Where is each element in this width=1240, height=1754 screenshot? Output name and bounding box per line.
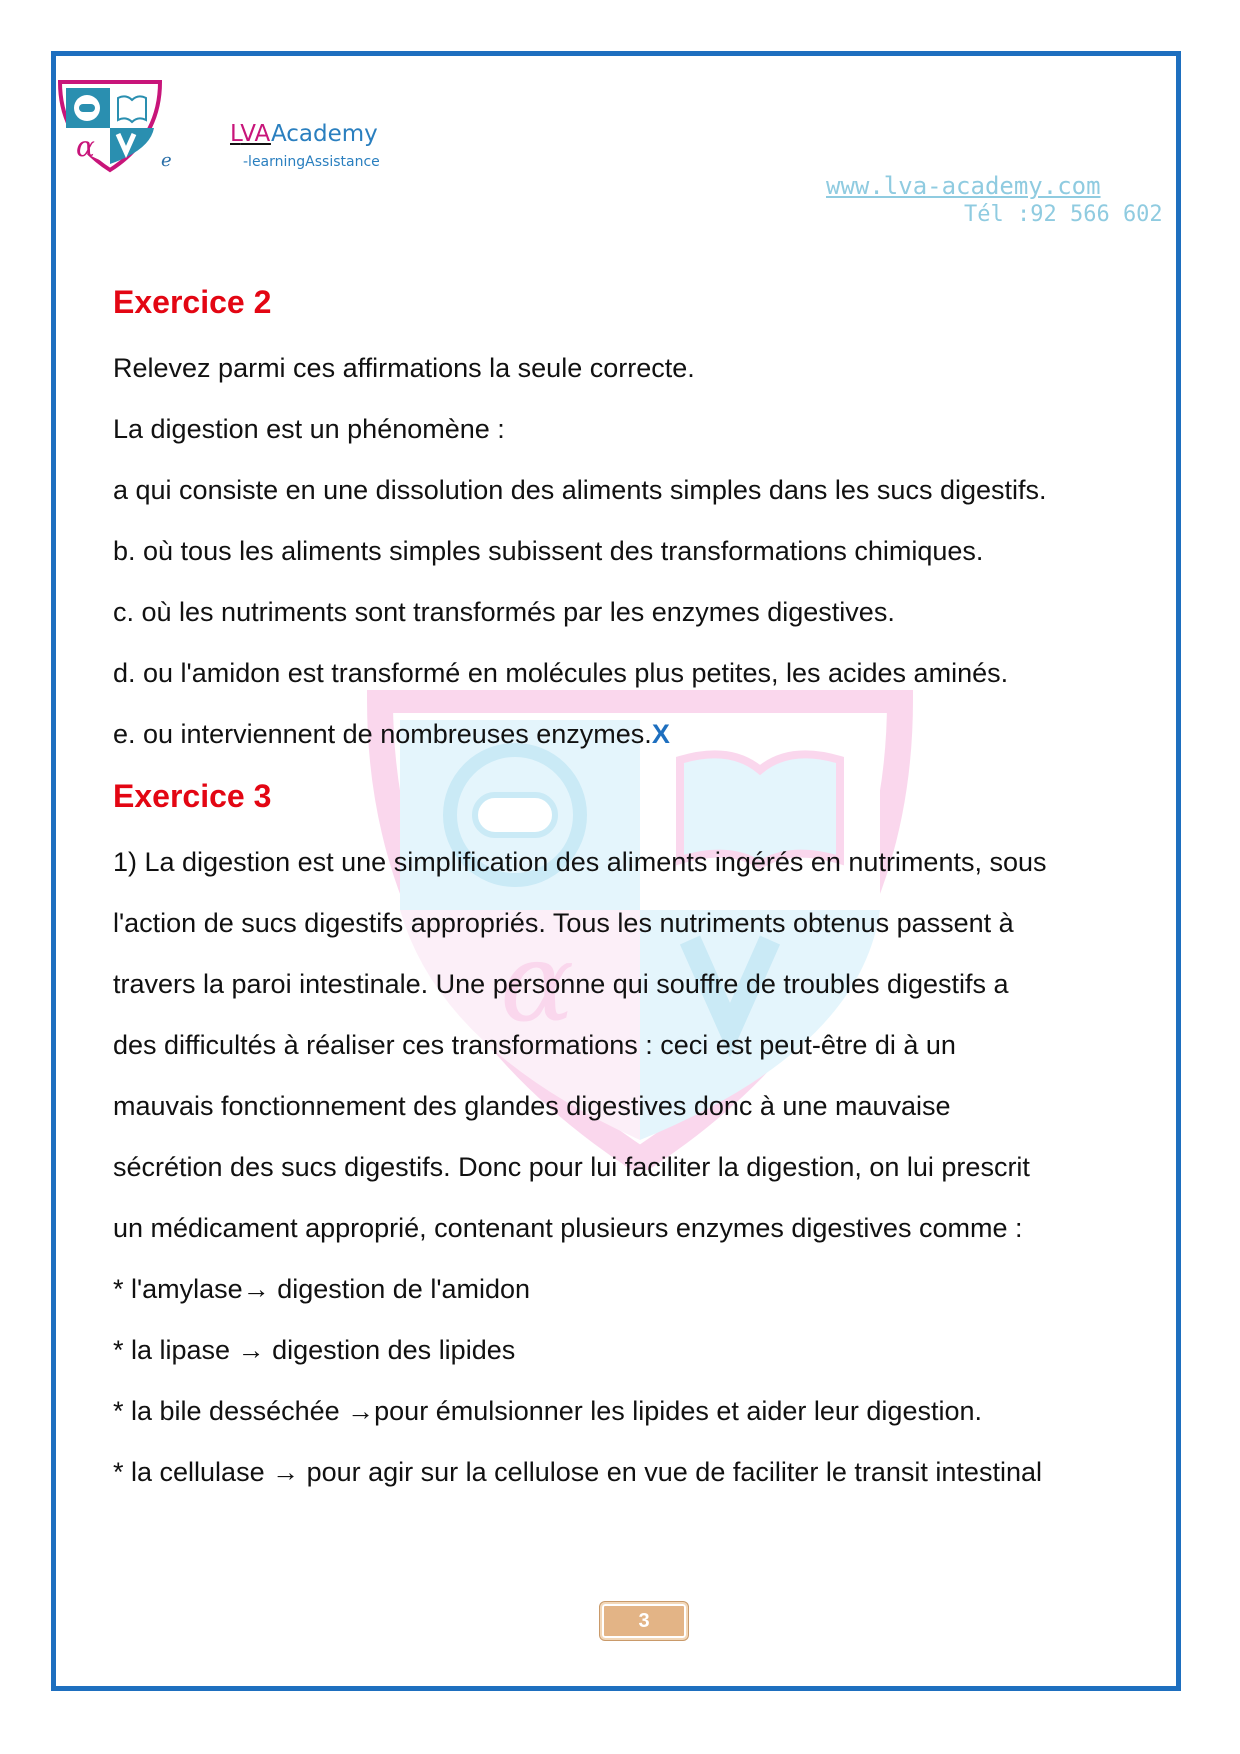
- logo-e-letter: e: [161, 150, 172, 171]
- list-item: * l'amylase→ digestion de l'amidon: [113, 1274, 531, 1304]
- answer-mark: X: [651, 719, 670, 749]
- option-e: e. ou interviennent de nombreuses enzymes.X: [113, 719, 670, 749]
- brand-academy: Academy: [270, 121, 378, 147]
- paragraph-line: travers la paroi intestinale. Une personne qui souffre de troubles digestifs a: [113, 969, 1009, 999]
- brand-subtitle: -learningAssistance: [243, 154, 380, 170]
- phone-number: Tél :92 566 602: [964, 202, 1163, 227]
- svg-text:α: α: [500, 918, 575, 1046]
- option-b: b. où tous les aliments simples subissent des transformations chimiques.: [113, 536, 984, 566]
- exercise-3-title: Exercice 3: [113, 778, 272, 814]
- option-a: a qui consiste en une dissolution des aliments simples dans les sucs digestifs.: [113, 475, 1047, 505]
- brand-lva: LVA: [230, 121, 271, 147]
- paragraph-line: 1) La digestion est une simplification des aliments ingérés en nutriments, sous: [113, 847, 1047, 877]
- brand-name: [230, 121, 378, 147]
- paragraph-line: l'action de sucs digestifs appropriés. Tous les nutriments obtenus passent à: [113, 908, 1014, 938]
- paragraph-line: un médicament approprié, contenant plusieurs enzymes digestives comme :: [113, 1213, 1023, 1243]
- paragraph-line: des difficultés à réaliser ces transformations : ceci est peut-être di à un: [113, 1030, 956, 1060]
- lva-academy-logo: [56, 78, 164, 173]
- exercise-2-instruction: Relevez parmi ces affirmations la seule correcte.: [113, 353, 695, 383]
- paragraph-line: mauvais fonctionnement des glandes digestives donc à une mauvaise: [113, 1091, 951, 1121]
- page-number-badge: 3: [600, 1602, 688, 1640]
- paragraph-line: sécrétion des sucs digestifs. Donc pour lui faciliter la digestion, on lui prescrit: [113, 1152, 1030, 1182]
- exercise-2-title: Exercice 2: [113, 284, 272, 320]
- option-d: d. ou l'amidon est transformé en molécules plus petites, les acides aminés.: [113, 658, 1009, 688]
- option-c: c. où les nutriments sont transformés par les enzymes digestives.: [113, 597, 895, 627]
- svg-text:α: α: [76, 130, 95, 163]
- list-item: * la bile desséchée →pour émulsionner les lipides et aider leur digestion.: [113, 1396, 982, 1426]
- exercise-2-stem: La digestion est un phénomène :: [113, 414, 505, 444]
- list-item: * la lipase → digestion des lipides: [113, 1335, 516, 1365]
- list-item: * la cellulase → pour agir sur la cellulose en vue de faciliter le transit intestinal: [113, 1457, 1042, 1487]
- website-link[interactable]: www.lva-academy.com: [826, 172, 1101, 200]
